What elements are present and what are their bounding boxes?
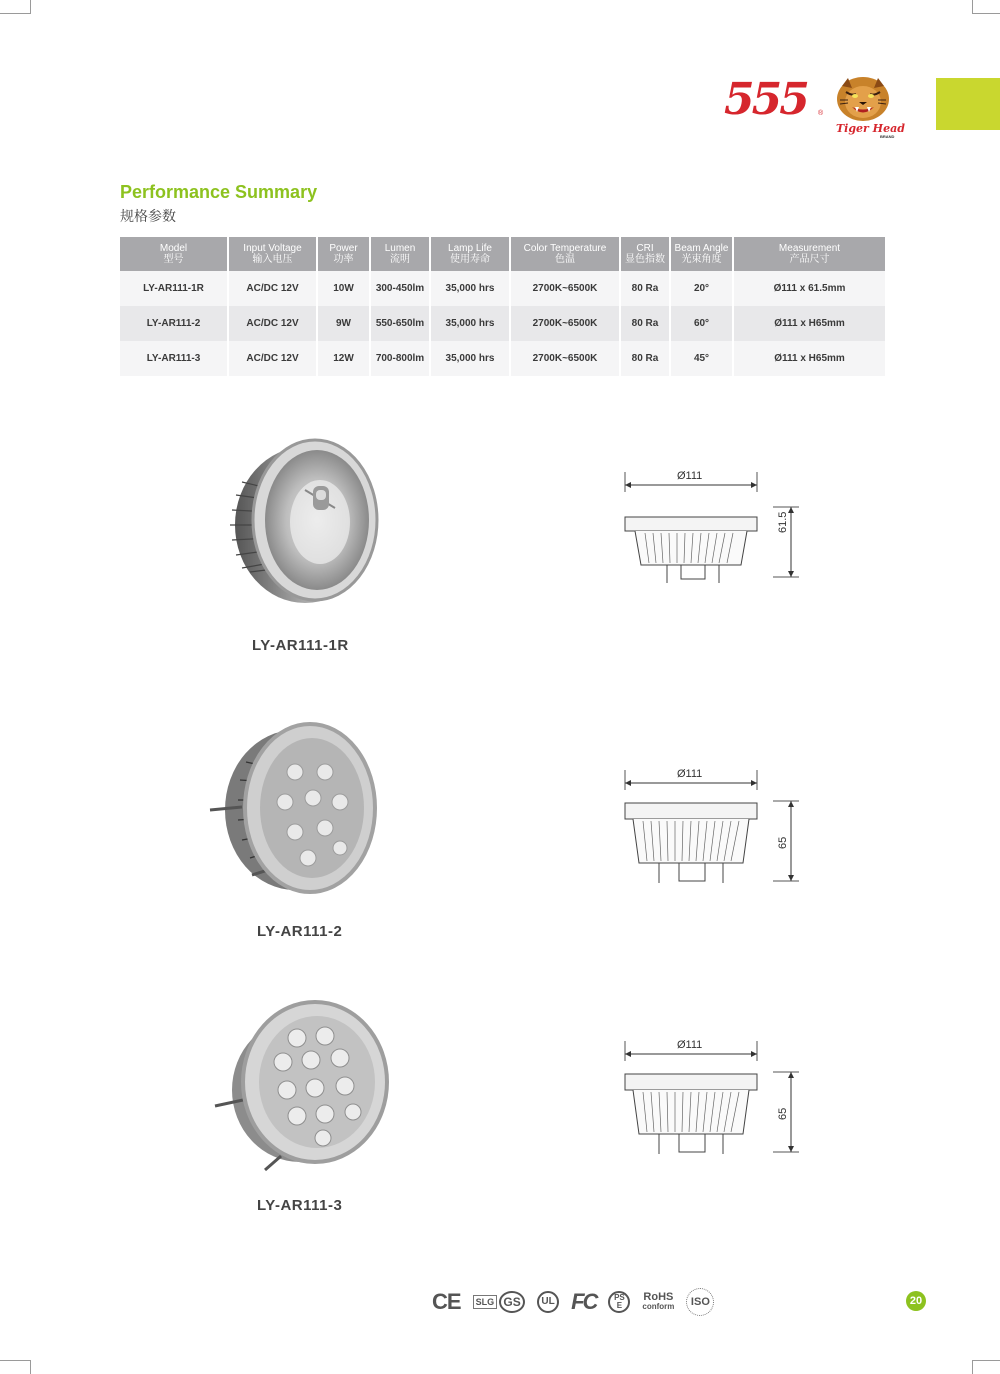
- tiger-head-wordmark: Tiger Head: [836, 122, 905, 135]
- cell-lamp-life: 35,000 hrs: [430, 341, 510, 376]
- page-number: 20: [906, 1291, 926, 1311]
- cell-model: LY-AR111-2: [120, 306, 228, 341]
- performance-summary-table: [120, 237, 885, 376]
- crop-mark: [30, 1360, 31, 1374]
- dimension-width-label: Ø111: [677, 1039, 703, 1051]
- iso-mark-icon: ISO: [686, 1288, 714, 1316]
- fcc-mark-icon: FC: [571, 1289, 597, 1314]
- crop-mark: [30, 0, 31, 14]
- cell-model: LY-AR111-1R: [120, 271, 228, 306]
- cell-measurement: Ø111 x 61.5mm: [733, 271, 885, 306]
- dimension-height-label: 65: [777, 1107, 789, 1120]
- product-photo-ly-ar111-3: [205, 990, 390, 1175]
- side-tab: [936, 78, 1000, 130]
- logo-555: 555: [724, 74, 807, 125]
- tiger-head-icon: [832, 74, 894, 122]
- pse-mark-icon: PS E: [608, 1291, 630, 1313]
- table-row: [120, 306, 885, 341]
- cell-color-temperature: 2700K~6500K: [510, 306, 620, 341]
- cell-lamp-life: 35,000 hrs: [430, 271, 510, 306]
- cell-power: 10W: [317, 271, 370, 306]
- cell-beam-angle: 20°: [670, 271, 733, 306]
- page-title: Performance Summary: [120, 182, 318, 202]
- header-color-temperature: Color Temperature 色温: [510, 237, 620, 271]
- ce-mark-icon: CE: [432, 1289, 461, 1314]
- cell-cri: 80 Ra: [620, 271, 670, 306]
- cell-lumen: 700-800lm: [370, 341, 430, 376]
- table-row: [120, 341, 885, 376]
- header-lamp-life: Lamp Life 使用寿命: [430, 237, 510, 271]
- cell-cri: 80 Ra: [620, 341, 670, 376]
- dimension-width-label: Ø111: [677, 470, 703, 482]
- header-lumen: Lumen 流明: [370, 237, 430, 271]
- ul-mark-icon: UL: [537, 1291, 559, 1313]
- dimension-drawing-2: [615, 763, 815, 888]
- cell-measurement: Ø111 x H65mm: [733, 306, 885, 341]
- dimension-drawing-1: [615, 465, 815, 585]
- header-model: Model 型号: [120, 237, 228, 271]
- crop-mark: [0, 1360, 30, 1361]
- header-input-voltage: Input Voltage 输入电压: [228, 237, 317, 271]
- tiger-head-brand-sub: BRAND: [880, 134, 895, 139]
- table-row: [120, 271, 885, 306]
- cell-input-voltage: AC/DC 12V: [228, 306, 317, 341]
- cell-beam-angle: 45°: [670, 341, 733, 376]
- crop-mark: [972, 1360, 973, 1374]
- cell-color-temperature: 2700K~6500K: [510, 341, 620, 376]
- dimension-height-label: 61.5: [777, 511, 789, 533]
- cell-lumen: 300-450lm: [370, 271, 430, 306]
- cell-beam-angle: 60°: [670, 306, 733, 341]
- rohs-mark-icon: RoHS conform: [642, 1291, 675, 1311]
- slg-gs-mark-icon: SLG GS: [473, 1291, 526, 1313]
- certification-logos: [432, 1287, 752, 1317]
- cell-color-temperature: 2700K~6500K: [510, 271, 620, 306]
- brand-logo: [720, 72, 910, 142]
- table-header-row: [120, 237, 885, 271]
- cell-power: 9W: [317, 306, 370, 341]
- cell-input-voltage: AC/DC 12V: [228, 341, 317, 376]
- cell-model: LY-AR111-3: [120, 341, 228, 376]
- dimension-width-label: Ø111: [677, 768, 703, 780]
- logo-registered-mark: ®: [818, 110, 824, 117]
- page-title-chinese: 规格参数: [120, 209, 176, 225]
- header-power: Power 功率: [317, 237, 370, 271]
- product-photo-ly-ar111-1r: [210, 430, 385, 610]
- header-cri: CRI 显色指数: [620, 237, 670, 271]
- cell-input-voltage: AC/DC 12V: [228, 271, 317, 306]
- product-label: LY-AR111-1R: [252, 637, 349, 654]
- cell-measurement: Ø111 x H65mm: [733, 341, 885, 376]
- dimension-drawing-3: [615, 1034, 815, 1159]
- product-photo-ly-ar111-2: [200, 710, 385, 900]
- product-label: LY-AR111-2: [257, 923, 343, 940]
- product-label: LY-AR111-3: [257, 1197, 343, 1214]
- cell-lumen: 550-650lm: [370, 306, 430, 341]
- header-beam-angle: Beam Angle 光束角度: [670, 237, 733, 271]
- crop-mark: [972, 1360, 1000, 1361]
- cell-cri: 80 Ra: [620, 306, 670, 341]
- crop-mark: [972, 0, 973, 14]
- header-measurement: Measurement 产品尺寸: [733, 237, 885, 271]
- cell-lamp-life: 35,000 hrs: [430, 306, 510, 341]
- cell-power: 12W: [317, 341, 370, 376]
- crop-mark: [0, 13, 30, 14]
- dimension-height-label: 65: [777, 836, 789, 849]
- crop-mark: [972, 13, 1000, 14]
